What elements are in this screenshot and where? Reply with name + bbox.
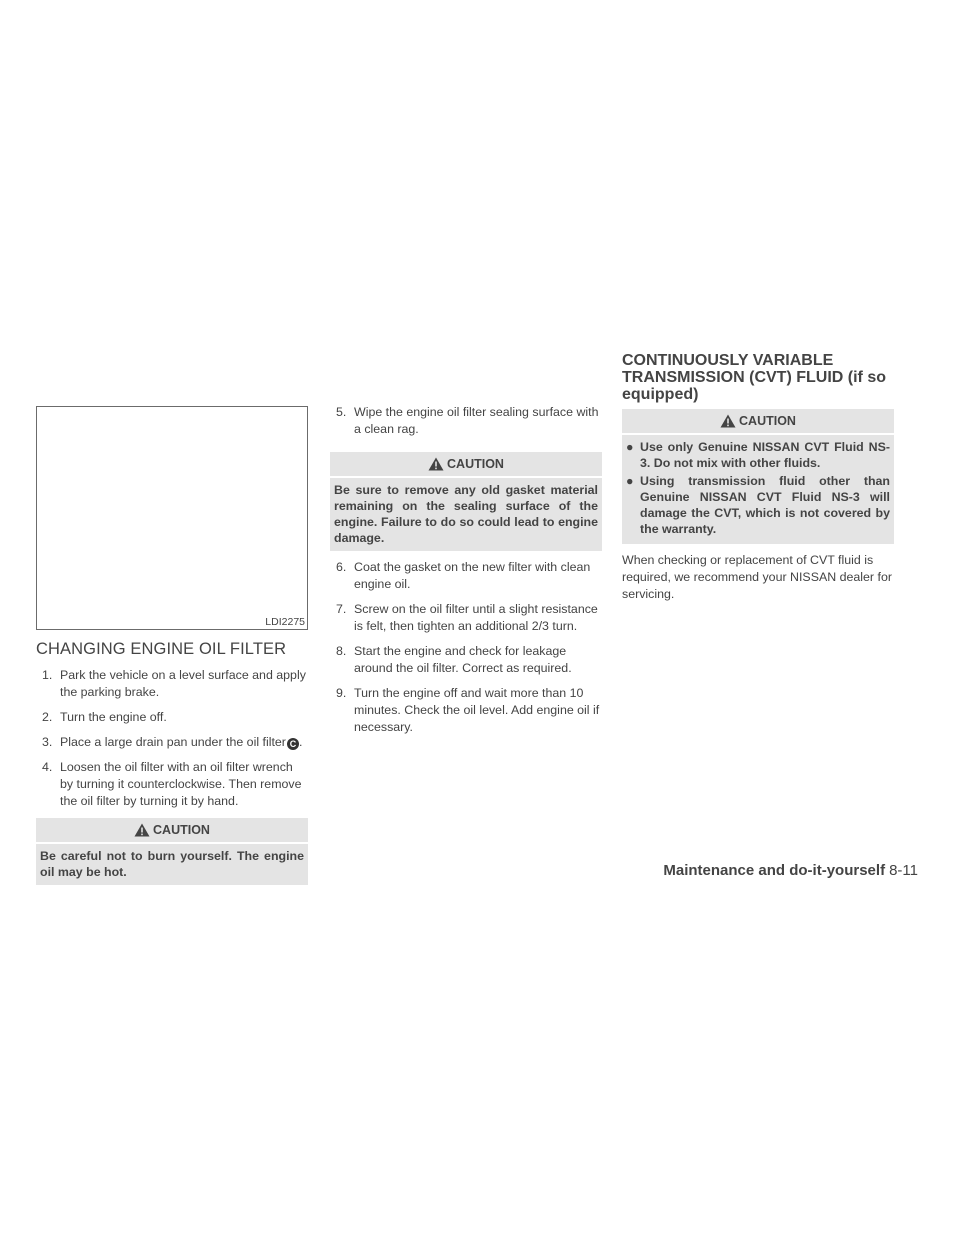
bullet-icon: ● (626, 474, 634, 488)
caution-header: CAUTION (330, 452, 602, 478)
caution-header: CAUTION (36, 818, 308, 844)
step-item: 9. Turn the engine off and wait more than 10 minutes. Check the oil level. Add engine oil if necessary. (336, 686, 600, 734)
warning-triangle-icon (428, 457, 444, 471)
step-item: 7. Screw on the oil filter until a slight resistance is felt, then tighten an additional 2/3 turn. (336, 602, 598, 633)
bullet-icon: ● (626, 440, 634, 454)
step-item: 1. Park the vehicle on a level surface and apply the parking brake. (42, 668, 306, 699)
figure-label: LDI2275 (265, 616, 305, 628)
warning-triangle-icon (720, 414, 736, 428)
step-item: 5. Wipe the engine oil filter sealing surface with a clean rag. (336, 405, 599, 436)
middle-column (330, 404, 602, 744)
step-item: 6. Coat the gasket on the new filter with clean engine oil. (336, 560, 591, 591)
oil-filter-figure (36, 406, 308, 630)
caution-text: Be careful not to burn yourself. The engine oil may be hot. (40, 849, 304, 879)
bullet-item: ● Using transmission fluid other than Genuine NISSAN CVT Fluid NS-3 will damage the CVT, which is not covered by the warranty. (626, 474, 890, 536)
oil-filter-steps-continued (330, 404, 602, 438)
caution-box (36, 818, 308, 885)
caution-header: CAUTION (622, 409, 894, 435)
caution-text (622, 435, 894, 544)
section-title-oil-filter: CHANGING ENGINE OIL FILTER (36, 640, 287, 658)
right-column (622, 352, 894, 603)
step-item: 8. Start the engine and check for leakage around the oil filter. Correct as required. (336, 644, 572, 675)
bullet-item: ● Use only Genuine NISSAN CVT Fluid NS-3. Do not mix with other fluids. (626, 440, 890, 470)
step-item: 3. Place a large drain pan under the oil filter C . (42, 735, 303, 749)
step-item: 2. Turn the engine off. (42, 710, 167, 724)
oil-filter-steps-final (330, 559, 602, 736)
caution-box (622, 409, 894, 544)
warning-triangle-icon (134, 823, 150, 837)
callout-c-icon: C (287, 738, 299, 750)
caution-text: Be sure to remove any old gasket material remaining on the sealing surface of the engine. Failure to do so could lead to engine damage. (334, 483, 598, 545)
step-item: 4. Loosen the oil filter with an oil filter wrench by turning it counterclockwise. Then remove the oil filter by turning it by hand. (42, 760, 302, 808)
page-footer (663, 862, 918, 879)
oil-filter-steps (36, 667, 308, 810)
page-number: 8-11 (889, 862, 918, 879)
section-title-cvt: CONTINUOUSLY VARIABLE TRANSMISSION (CVT) FLUID (if so equipped) (622, 352, 886, 403)
footer-section: Maintenance and do-it-yourself (663, 862, 886, 879)
caution-bullets (626, 439, 890, 537)
left-column (36, 406, 308, 893)
cvt-paragraph: When checking or replacement of CVT fluid is required, we recommend your NISSAN dealer for servicing. (622, 553, 892, 601)
caution-box (330, 452, 602, 551)
